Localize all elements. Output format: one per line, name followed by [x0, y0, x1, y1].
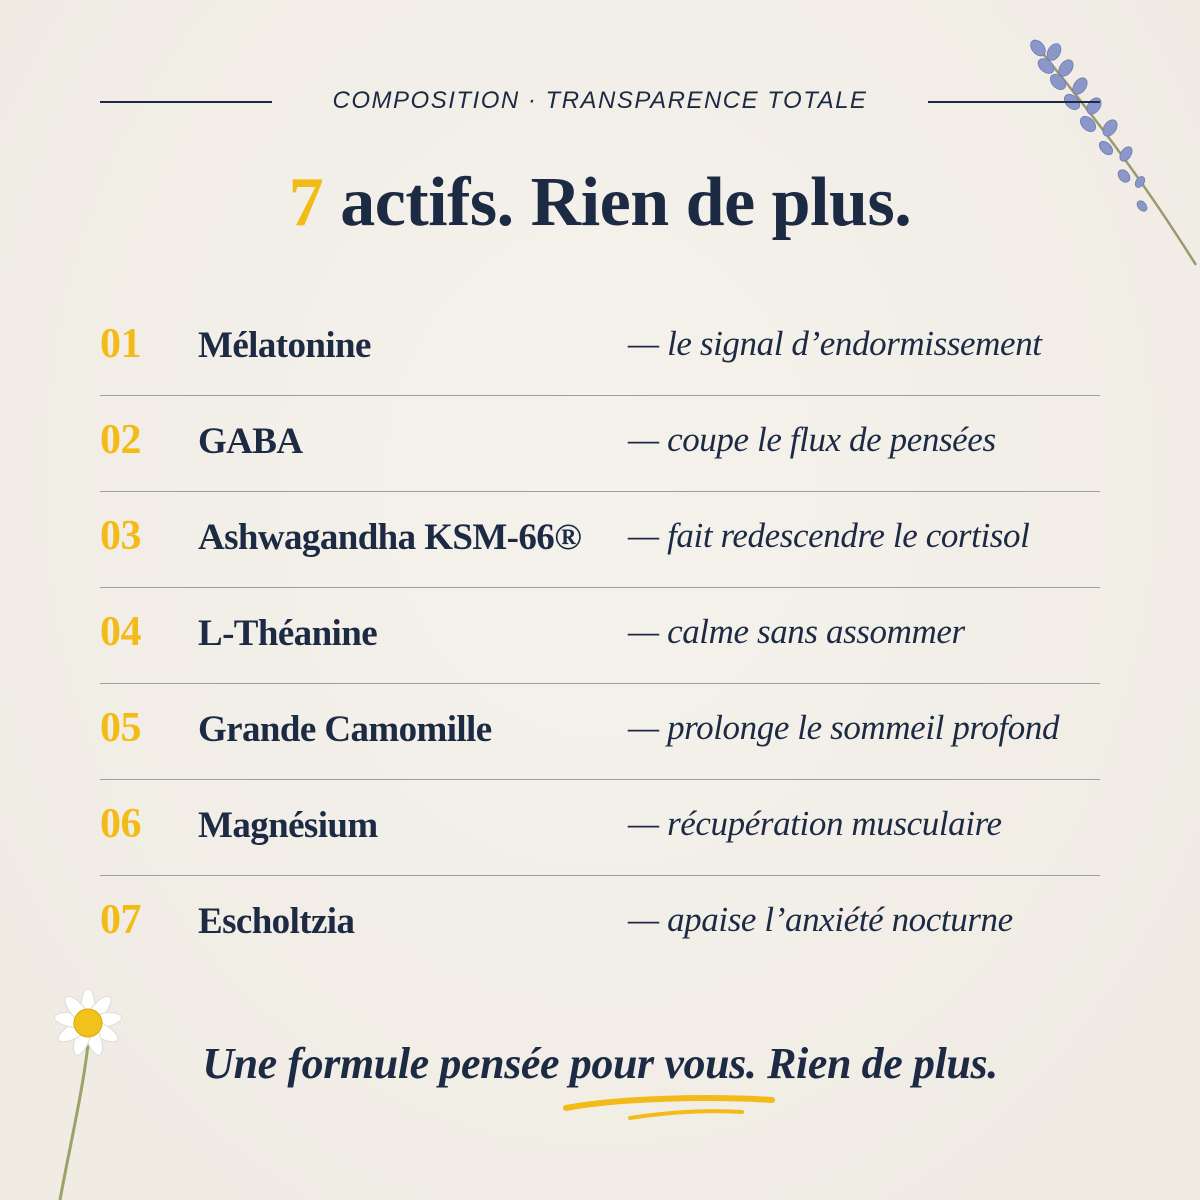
item-name: Ashwagandha KSM-66®	[198, 517, 582, 558]
title-text: actifs. Rien de plus.	[323, 164, 912, 241]
item-name: L-Théanine	[198, 613, 378, 654]
item-number: 02	[100, 417, 141, 463]
list-item	[100, 396, 1100, 492]
list-item	[100, 588, 1100, 684]
list-item	[100, 300, 1100, 396]
item-description: — le signal d’endormissement	[628, 324, 1042, 363]
list-item	[100, 876, 1100, 972]
item-description: — récupération musculaire	[628, 804, 1002, 843]
item-number: 05	[100, 705, 141, 751]
title-number: 7	[288, 164, 324, 241]
item-number: 04	[100, 609, 141, 655]
ingredient-list	[100, 300, 1100, 972]
yellow-underline-stroke	[560, 1090, 780, 1130]
item-number: 07	[100, 897, 141, 943]
item-number: 03	[100, 513, 141, 559]
list-item	[100, 492, 1100, 588]
eyebrow-text: COMPOSITION · TRANSPARENCE TOTALE	[332, 87, 868, 114]
tagline: Une formule pensée pour vous. Rien de plus.	[202, 1039, 998, 1088]
item-description: — prolonge le sommeil profond	[628, 708, 1060, 747]
eyebrow-rule-left	[100, 101, 272, 103]
item-name: Magnésium	[198, 805, 378, 846]
eyebrow-rule-right	[928, 101, 1100, 103]
item-number: 01	[100, 321, 141, 367]
chamomile-flower-icon	[20, 985, 150, 1200]
item-name: Grande Camomille	[198, 709, 492, 750]
item-number: 06	[100, 801, 141, 847]
page-title	[0, 158, 1200, 248]
list-item	[100, 684, 1100, 780]
item-description: — fait redescendre le cortisol	[628, 516, 1030, 555]
eyebrow	[0, 84, 1200, 120]
item-description: — coupe le flux de pensées	[628, 420, 996, 459]
item-description: — calme sans assommer	[628, 612, 965, 651]
item-name: Escholtzia	[198, 901, 355, 942]
item-name: Mélatonine	[198, 325, 371, 366]
item-name: GABA	[198, 421, 303, 462]
list-item	[100, 780, 1100, 876]
item-description: — apaise l’anxiété nocturne	[628, 900, 1013, 939]
